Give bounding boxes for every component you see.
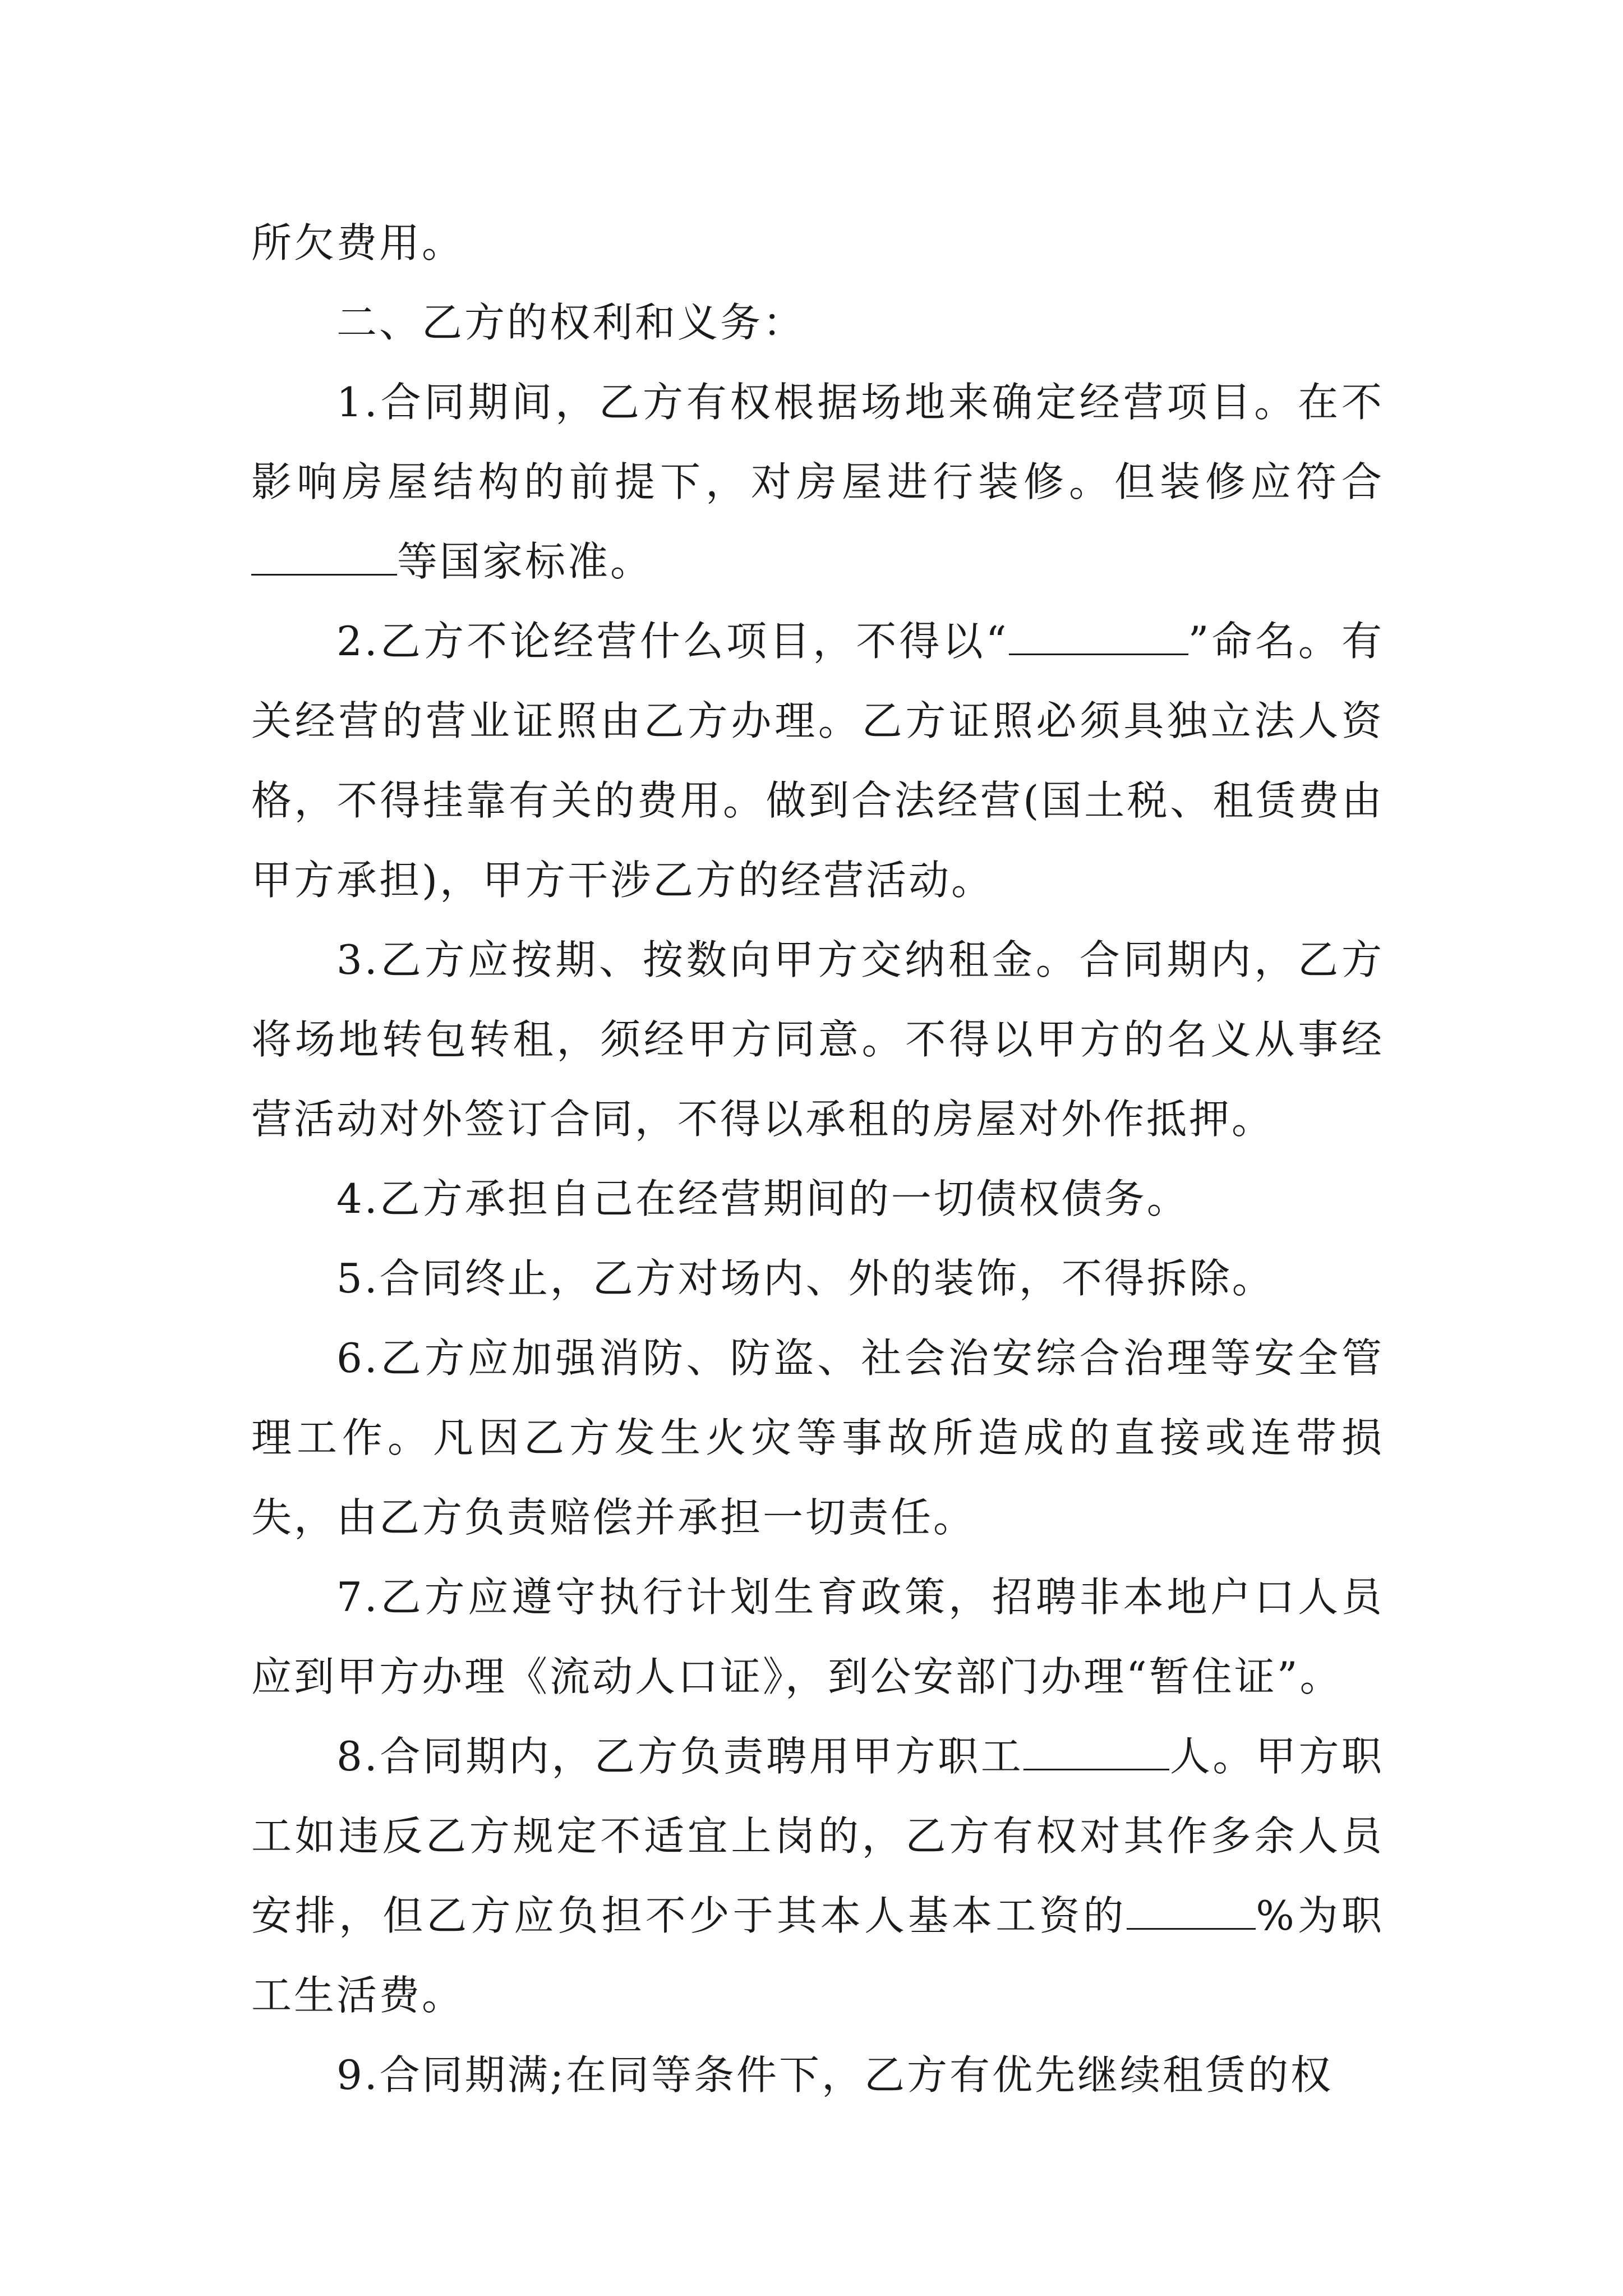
clause-8-text: 8.合同期内，乙方负责聘用甲方职工 bbox=[336, 1733, 1024, 1780]
blank-line bbox=[1023, 1728, 1169, 1770]
clause-1 bbox=[251, 362, 1384, 601]
clause-1-text: 1.合同期间，乙方有权根据场地来确定经营项目。在不影响房屋结构的前提下，对房屋进行装修。但装修应符合 bbox=[251, 379, 1384, 505]
clause-6: 6.乙方应加强消防、防盗、社会治安综合治理等安全管理工作。凡因乙方发生火灾等事故所造成的直接或连带损失，由乙方负责赔偿并承担一切责任。 bbox=[251, 1335, 1384, 1541]
blank-line bbox=[1009, 613, 1188, 655]
clause-1-text-end: 等国家标准。 bbox=[397, 538, 653, 585]
clause-2-text-end: ”命名。有关经营的营业证照由乙方办理。乙方证照必须具独立法人资格，不得挂靠有关的费用。做到合法经营(国土税、租赁费由甲方承担)，甲方干涉乙方的经营活动。 bbox=[251, 618, 1384, 904]
clause-8 bbox=[251, 1717, 1384, 2035]
clause-8-text-mid: 人。甲方职工如违反乙方规定不适宜上岗的，乙方有权对其作多余人员安排，但乙方应负担不少于其本人基本工资的 bbox=[251, 1733, 1384, 1939]
blank-line bbox=[251, 533, 397, 576]
blank-line bbox=[1127, 1888, 1256, 1930]
clause-4: 4.乙方承担自己在经营期间的一切债权债务。 bbox=[336, 1175, 1189, 1222]
paragraph-continuation: 所欠费用。 bbox=[251, 219, 465, 266]
clause-9: 9.合同期满;在同等条件下，乙方有优先继续租赁的权 bbox=[336, 2051, 1333, 2099]
section-heading: 二、乙方的权利和义务： bbox=[336, 299, 806, 346]
clause-7: 7.乙方应遵守执行计划生育政策，招聘非本地户口人员应到甲方办理《流动人口证》，到公安部门办理“暂住证”。 bbox=[251, 1573, 1384, 1700]
clause-2-text: 2.乙方不论经营什么项目，不得以“ bbox=[336, 618, 1009, 665]
clause-3: 3.乙方应按期、按数向甲方交纳租金。合同期内，乙方将场地转包转租，须经甲方同意。不得以甲方的名义从事经营活动对外签订合同，不得以承租的房屋对外作抵押。 bbox=[251, 936, 1384, 1143]
clause-8-text-end: %为职工生活费。 bbox=[251, 1892, 1384, 2019]
document-body bbox=[251, 203, 1384, 2115]
clause-2 bbox=[251, 601, 1384, 920]
clause-5: 5.合同终止，乙方对场内、外的装饰，不得拆除。 bbox=[336, 1255, 1275, 1302]
